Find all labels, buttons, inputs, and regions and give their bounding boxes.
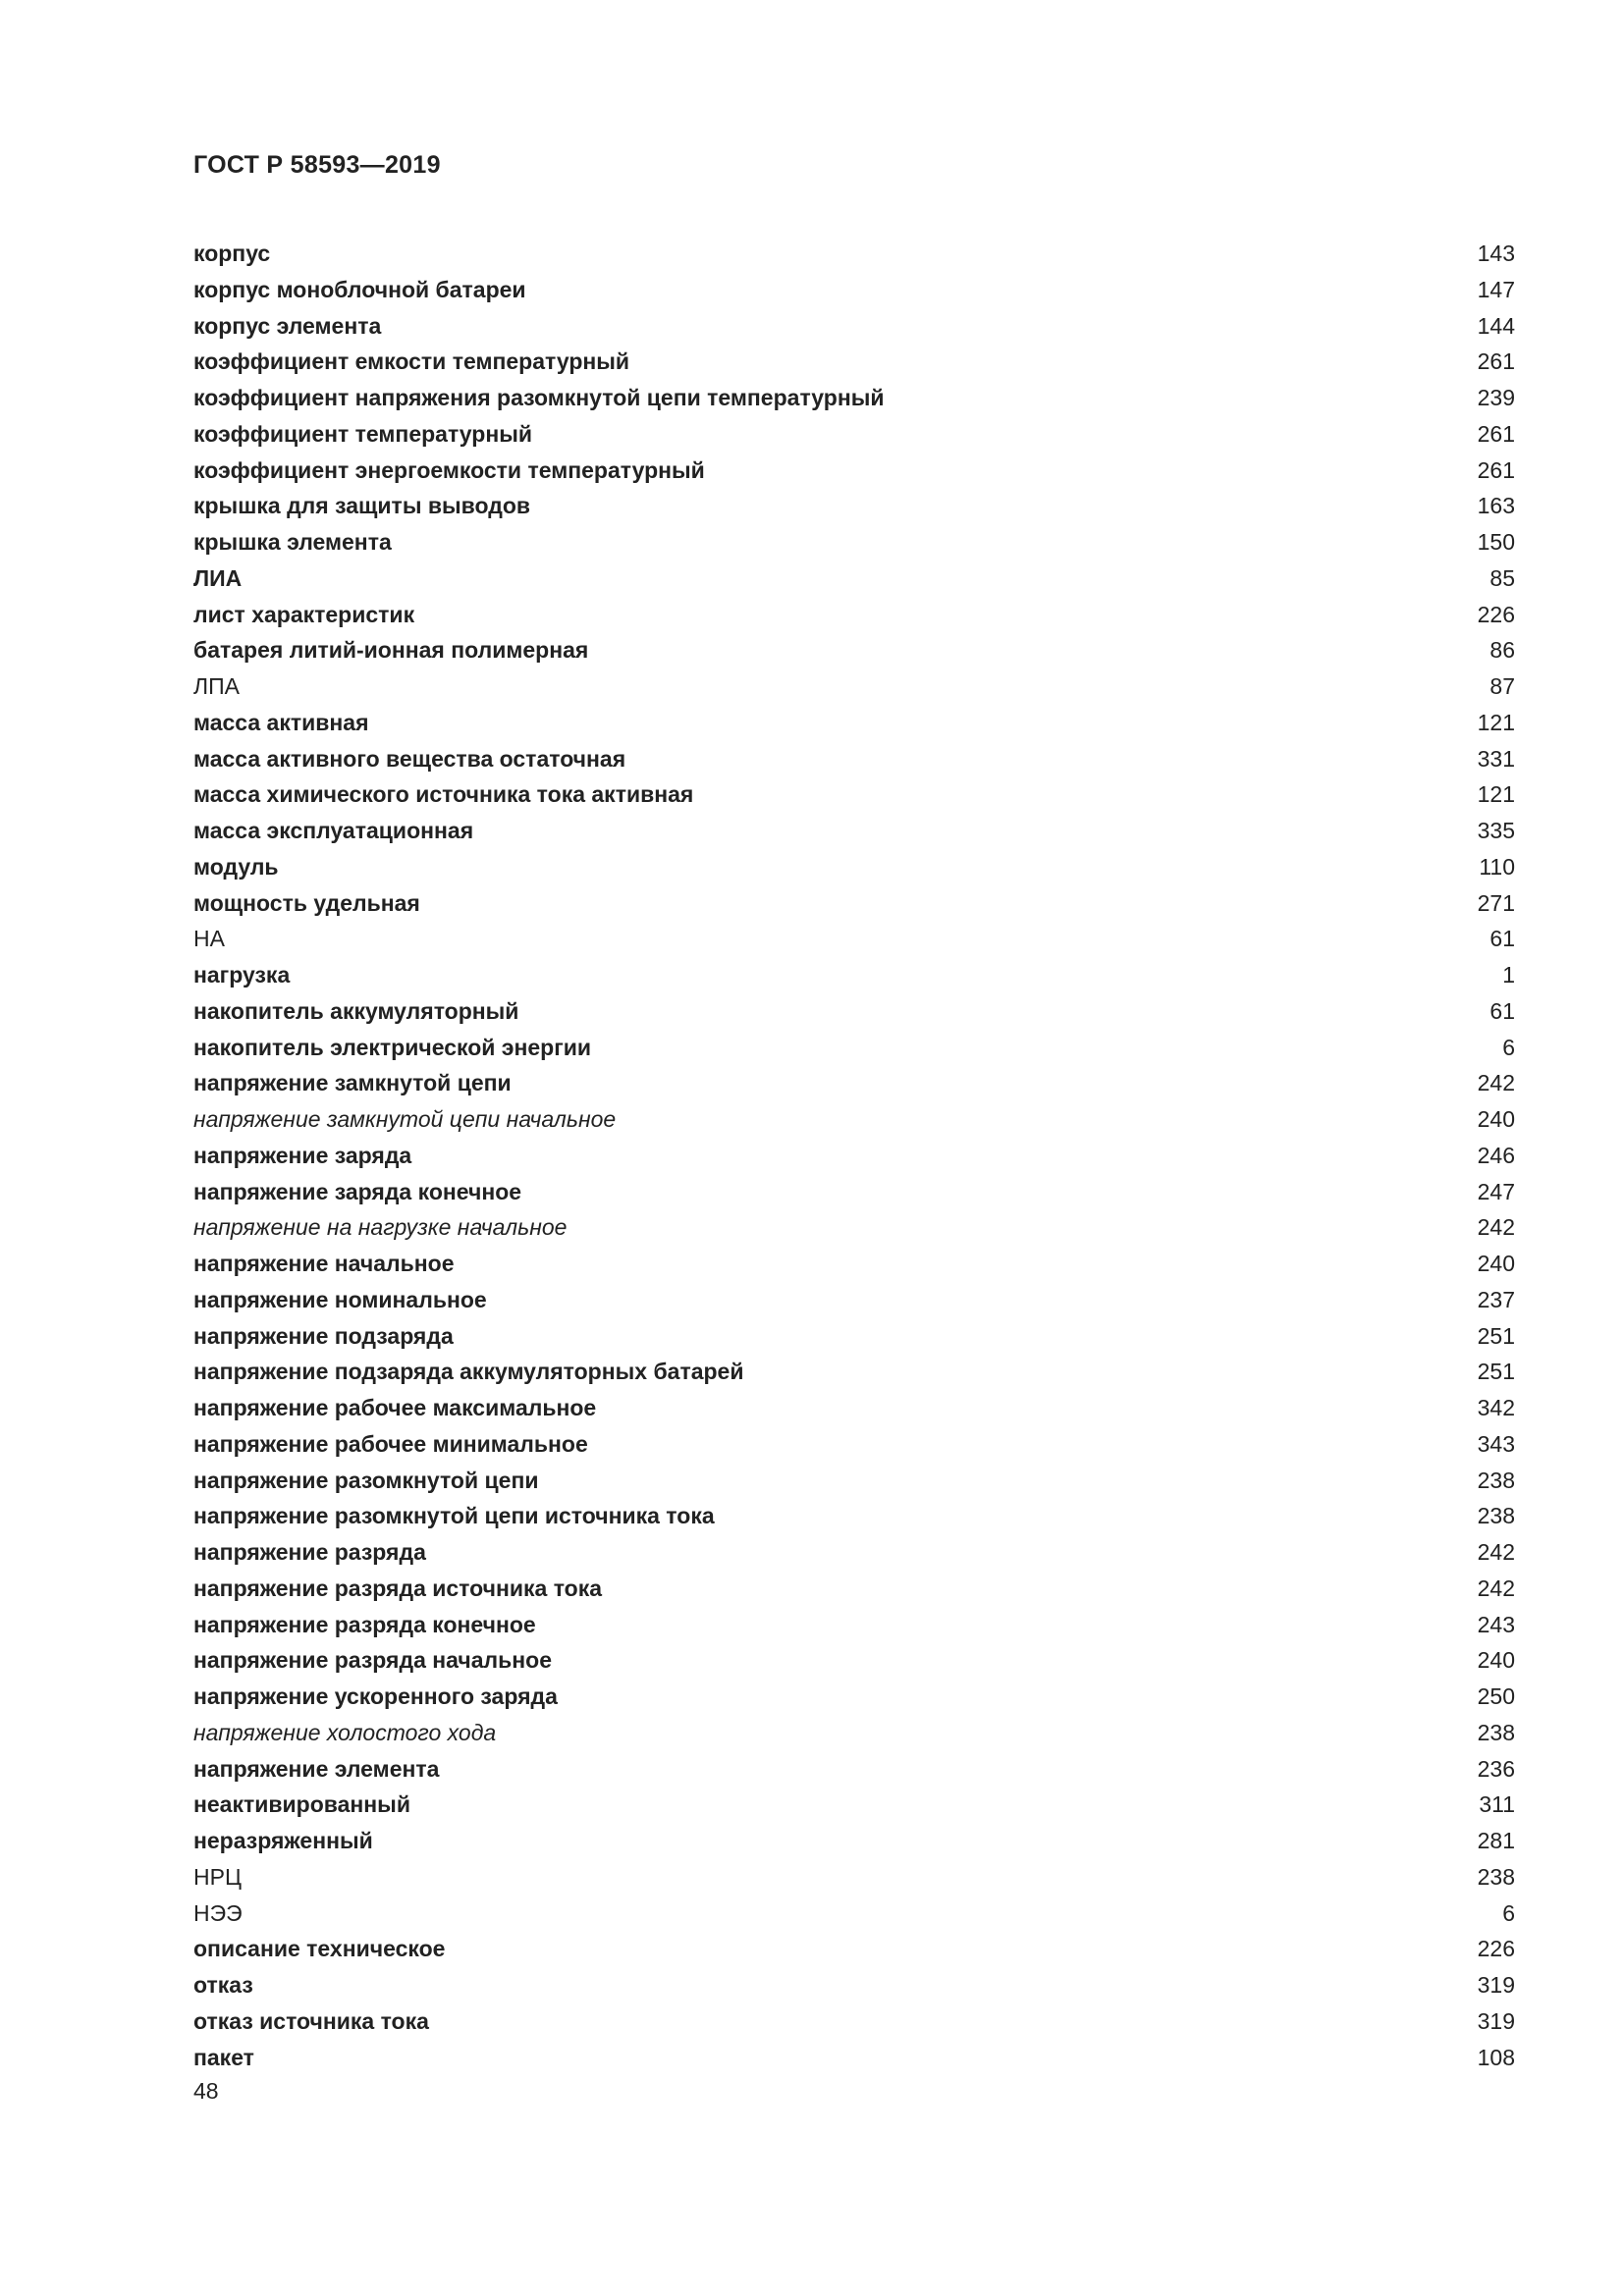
index-entry [193, 1931, 1515, 1967]
index-reference-number: 226 [1477, 601, 1515, 627]
index-term: напряжение замкнутой цепи начальное [193, 1106, 617, 1132]
index-entry [193, 597, 1515, 633]
index-term: масса эксплуатационная [193, 818, 474, 843]
index-term: ЛИА [193, 564, 243, 591]
index-term: напряжение заряда [193, 1142, 412, 1168]
index-entry [193, 1318, 1515, 1355]
index-term: напряжение разряда [193, 1539, 426, 1565]
term-index-list [193, 236, 1515, 2075]
index-entry [193, 1859, 1515, 1896]
index-reference-number: 85 [1489, 564, 1515, 591]
index-entry [193, 488, 1515, 524]
index-reference-number: 143 [1477, 240, 1515, 266]
index-reference-number: 242 [1477, 1575, 1515, 1601]
index-term: неразряженный [193, 1828, 373, 1853]
index-reference-number: 237 [1477, 1286, 1515, 1312]
index-entry [193, 921, 1515, 957]
index-term: напряжение заряда конечное [193, 1178, 522, 1204]
index-term: напряжение разомкнутой цепи [193, 1467, 539, 1493]
index-entry [193, 1138, 1515, 1174]
index-entry [193, 741, 1515, 777]
index-entry [193, 1787, 1515, 1823]
index-entry [193, 668, 1515, 705]
index-term: крышка элемента [193, 529, 392, 555]
index-entry [193, 1642, 1515, 1679]
index-entry [193, 1896, 1515, 1932]
index-entry [193, 1571, 1515, 1607]
index-reference-number: 239 [1477, 385, 1515, 410]
index-term: напряжение разряда источника тока [193, 1575, 603, 1601]
index-term: батарея литий-ионная полимерная [193, 637, 589, 664]
index-reference-number: 87 [1489, 673, 1515, 699]
index-term: неактивированный [193, 1791, 410, 1818]
index-entry [193, 1534, 1515, 1571]
index-reference-number: 261 [1477, 456, 1515, 483]
index-reference-number: 261 [1477, 348, 1515, 375]
document-header: ГОСТ Р 58593—2019 [193, 151, 441, 179]
index-term: коэффициент напряжения разомкнутой цепи температурный [193, 385, 885, 410]
index-term: напряжение элемента [193, 1755, 440, 1782]
index-entry [193, 236, 1515, 272]
index-reference-number: 251 [1477, 1359, 1515, 1385]
index-entry [193, 1246, 1515, 1282]
index-term: напряжение подзаряда [193, 1322, 454, 1349]
index-reference-number: 246 [1477, 1142, 1515, 1168]
index-reference-number: 240 [1477, 1106, 1515, 1132]
index-term: корпус [193, 240, 271, 266]
index-reference-number: 243 [1477, 1611, 1515, 1637]
index-term: модуль [193, 853, 279, 880]
index-reference-number: 319 [1477, 2007, 1515, 2034]
index-entry [193, 344, 1515, 380]
index-term: НА [193, 926, 225, 952]
index-reference-number: 238 [1477, 1863, 1515, 1890]
index-term: НЭЭ [193, 1899, 243, 1926]
index-entry [193, 849, 1515, 885]
index-entry [193, 561, 1515, 597]
index-reference-number: 271 [1477, 889, 1515, 916]
index-entry [193, 957, 1515, 993]
index-entry [193, 1390, 1515, 1426]
index-reference-number: 121 [1477, 781, 1515, 808]
index-term: НРЦ [193, 1863, 242, 1890]
index-term: корпус элемента [193, 312, 382, 339]
index-term: напряжение рабочее минимальное [193, 1430, 588, 1457]
index-reference-number: 261 [1477, 420, 1515, 447]
index-entry [193, 416, 1515, 453]
index-entry [193, 632, 1515, 668]
index-entry [193, 813, 1515, 849]
index-reference-number: 236 [1477, 1755, 1515, 1782]
index-term: напряжение подзаряда аккумуляторных батарей [193, 1359, 744, 1385]
index-entry [193, 524, 1515, 561]
index-entry [193, 1715, 1515, 1751]
index-term: напряжение на нагрузке начальное [193, 1214, 568, 1241]
index-entry [193, 1823, 1515, 1859]
index-term: напряжение разряда конечное [193, 1611, 536, 1637]
index-term: масса химического источника тока активная [193, 781, 694, 808]
index-reference-number: 238 [1477, 1503, 1515, 1529]
index-reference-number: 226 [1477, 1936, 1515, 1962]
index-entry [193, 1354, 1515, 1390]
page-number: 48 [193, 2078, 219, 2104]
index-term: нагрузка [193, 962, 291, 988]
index-term: пакет [193, 2044, 254, 2070]
index-term: напряжение холостого хода [193, 1719, 497, 1745]
index-reference-number: 311 [1479, 1791, 1515, 1818]
index-entry [193, 1498, 1515, 1534]
index-term: коэффициент емкости температурный [193, 348, 630, 375]
index-reference-number: 240 [1477, 1251, 1515, 1276]
index-term: напряжение замкнутой цепи [193, 1070, 512, 1096]
index-reference-number: 110 [1479, 853, 1515, 880]
index-entry [193, 1101, 1515, 1138]
index-reference-number: 163 [1477, 493, 1515, 519]
index-term: напряжение начальное [193, 1251, 455, 1276]
index-reference-number: 150 [1477, 529, 1515, 555]
index-entry [193, 2040, 1515, 2076]
index-term: напряжение рабочее максимальное [193, 1395, 597, 1420]
index-reference-number: 319 [1477, 1972, 1515, 1998]
index-term: крышка для защиты выводов [193, 493, 531, 519]
index-reference-number: 343 [1477, 1430, 1515, 1457]
index-reference-number: 331 [1477, 745, 1515, 772]
index-reference-number: 86 [1489, 637, 1515, 664]
index-entry [193, 1463, 1515, 1499]
index-entry [193, 1065, 1515, 1101]
index-term: коэффициент температурный [193, 420, 532, 447]
index-entry [193, 1967, 1515, 2003]
index-term: накопитель электрической энергии [193, 1034, 592, 1060]
index-term: отказ источника тока [193, 2007, 429, 2034]
index-reference-number: 6 [1502, 1899, 1515, 1926]
index-reference-number: 61 [1489, 926, 1515, 952]
index-reference-number: 238 [1477, 1719, 1515, 1745]
index-term: напряжение номинальное [193, 1286, 487, 1312]
index-entry [193, 885, 1515, 922]
index-term: лист характеристик [193, 601, 415, 627]
index-term: масса активная [193, 709, 369, 735]
index-term: напряжение разомкнутой цепи источника тока [193, 1503, 715, 1529]
index-entry [193, 1679, 1515, 1715]
index-term: мощность удельная [193, 889, 420, 916]
index-term: напряжение разряда начальное [193, 1647, 552, 1674]
index-reference-number: 238 [1477, 1467, 1515, 1493]
index-reference-number: 335 [1477, 818, 1515, 843]
index-entry [193, 993, 1515, 1030]
index-entry [193, 1282, 1515, 1318]
index-reference-number: 250 [1477, 1683, 1515, 1709]
index-entry [193, 272, 1515, 308]
index-entry [193, 1174, 1515, 1210]
index-reference-number: 247 [1477, 1178, 1515, 1204]
index-term: накопитель аккумуляторный [193, 997, 519, 1024]
index-entry [193, 1607, 1515, 1643]
index-entry [193, 1030, 1515, 1066]
index-entry [193, 2003, 1515, 2040]
index-reference-number: 6 [1502, 1034, 1515, 1060]
index-term: напряжение ускоренного заряда [193, 1683, 558, 1709]
index-entry [193, 308, 1515, 345]
index-reference-number: 242 [1477, 1539, 1515, 1565]
index-reference-number: 121 [1477, 709, 1515, 735]
index-reference-number: 144 [1477, 312, 1515, 339]
index-term: описание техническое [193, 1936, 446, 1962]
index-entry [193, 1426, 1515, 1463]
index-entry [193, 705, 1515, 741]
index-reference-number: 242 [1477, 1214, 1515, 1241]
index-reference-number: 147 [1477, 276, 1515, 302]
index-term: коэффициент энергоемкости температурный [193, 456, 705, 483]
index-reference-number: 240 [1477, 1647, 1515, 1674]
index-reference-number: 281 [1477, 1828, 1515, 1853]
index-term: ЛПА [193, 673, 240, 699]
index-entry [193, 1209, 1515, 1246]
index-reference-number: 61 [1489, 997, 1515, 1024]
index-term: масса активного вещества остаточная [193, 745, 626, 772]
index-reference-number: 242 [1477, 1070, 1515, 1096]
index-entry [193, 1751, 1515, 1788]
index-reference-number: 251 [1477, 1322, 1515, 1349]
index-reference-number: 108 [1477, 2044, 1515, 2070]
index-reference-number: 1 [1502, 962, 1515, 988]
index-entry [193, 776, 1515, 813]
index-reference-number: 342 [1477, 1395, 1515, 1420]
index-term: отказ [193, 1972, 253, 1998]
index-term: корпус моноблочной батареи [193, 276, 526, 302]
index-entry [193, 453, 1515, 489]
index-entry [193, 380, 1515, 416]
